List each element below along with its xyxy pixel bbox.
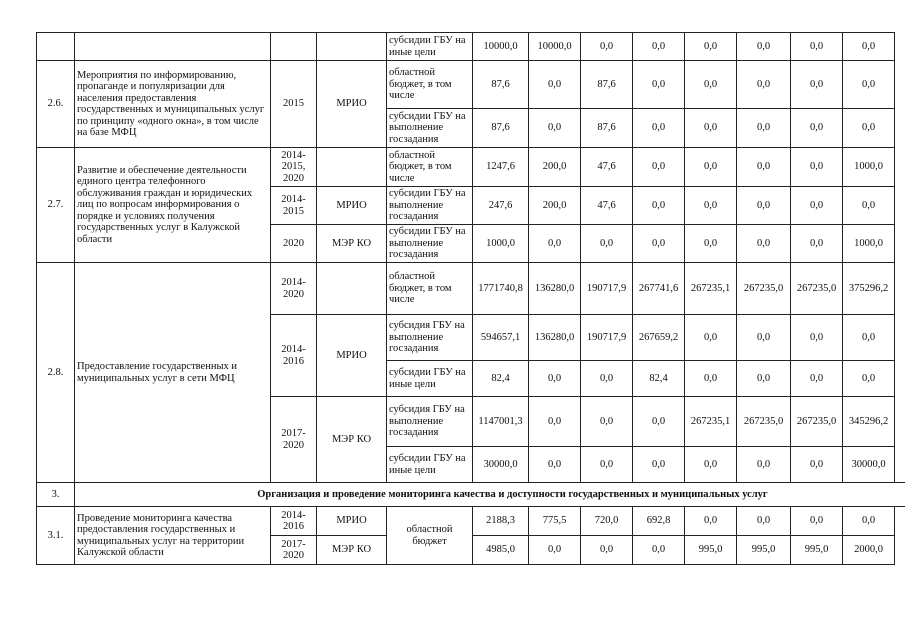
value-cell: 0,0 [633, 447, 685, 483]
table-row [37, 33, 905, 61]
executor-cell: МРИО [317, 507, 387, 536]
value-cell: 82,4 [473, 361, 529, 397]
item-number: 2.7. [37, 148, 75, 263]
value-cell: 0,0 [843, 187, 895, 225]
value-cell: 0,0 [737, 315, 791, 361]
value-cell: 0,0 [685, 61, 737, 109]
value-cell: 0,0 [633, 225, 685, 263]
value-cell: 0,0 [633, 148, 685, 187]
value-cell: 995,0 [791, 536, 843, 565]
value-cell: 0,0 [737, 361, 791, 397]
source-cell: субсидии ГБУ на иные цели [387, 447, 473, 483]
value-cell: 0,0 [581, 361, 633, 397]
executor-cell: МРИО [317, 61, 387, 148]
value-cell: 0,0 [685, 507, 737, 536]
value-cell: 995,0 [737, 536, 791, 565]
value-cell: 267235,0 [737, 397, 791, 447]
value-cell: 0,0 [581, 33, 633, 61]
value-cell: 0,0 [581, 397, 633, 447]
value-cell: 995,0 [685, 536, 737, 565]
value-cell: 1000,0 [473, 225, 529, 263]
value-cell: 1771740,8 [473, 263, 529, 315]
section-number: 3. [37, 483, 75, 507]
value-cell: 0,0 [685, 225, 737, 263]
value-cell: 267235,1 [685, 397, 737, 447]
period-cell: 2014-2020 [271, 263, 317, 315]
value-cell: 0,0 [685, 187, 737, 225]
value-cell: 200,0 [529, 187, 581, 225]
value-cell: 0,0 [633, 109, 685, 148]
period-cell: 2014-2015 [271, 187, 317, 225]
value-cell: 0,0 [581, 536, 633, 565]
executor-cell [317, 263, 387, 315]
value-cell: 0,0 [633, 536, 685, 565]
source-cell: областной бюджет, в том числе [387, 263, 473, 315]
number-cell [37, 33, 75, 61]
executor-cell [317, 148, 387, 187]
value-cell: 0,0 [737, 187, 791, 225]
value-cell: 0,0 [685, 447, 737, 483]
name-cell [75, 33, 271, 61]
value-cell: 0,0 [791, 109, 843, 148]
value-cell: 0,0 [843, 33, 895, 61]
source-cell: областной бюджет, в том числе [387, 61, 473, 109]
period-cell [271, 33, 317, 61]
item-number: 3.1. [37, 507, 75, 565]
table-row [37, 148, 905, 187]
value-cell: 720,0 [581, 507, 633, 536]
value-cell: 0,0 [529, 536, 581, 565]
value-cell: 0,0 [685, 361, 737, 397]
value-cell: 30000,0 [473, 447, 529, 483]
source-cell: областной бюджет, в том числе [387, 148, 473, 187]
value-cell: 0,0 [791, 225, 843, 263]
value-cell: 0,0 [737, 507, 791, 536]
value-cell: 0,0 [685, 148, 737, 187]
value-cell: 375296,2 [843, 263, 895, 315]
value-cell: 0,0 [737, 148, 791, 187]
value-cell: 0,0 [737, 447, 791, 483]
table-row [37, 483, 905, 507]
item-name: Мероприятия по информированию, пропаганде и популяризации для населения предоставления государственных и муниципальных услуг по принципу «одного окна», в том числе на базе МФЦ [75, 61, 271, 148]
program-table [36, 32, 905, 565]
value-cell: 0,0 [529, 361, 581, 397]
value-cell: 136280,0 [529, 315, 581, 361]
value-cell: 4985,0 [473, 536, 529, 565]
source-cell: субсидия ГБУ на выполнение госзадания [387, 397, 473, 447]
value-cell: 0,0 [581, 225, 633, 263]
value-cell: 87,6 [473, 61, 529, 109]
value-cell: 1000,0 [843, 148, 895, 187]
value-cell: 136280,0 [529, 263, 581, 315]
value-cell: 0,0 [843, 61, 895, 109]
source-cell: субсидия ГБУ на выполнение госзадания [387, 315, 473, 361]
value-cell: 0,0 [737, 61, 791, 109]
value-cell: 0,0 [791, 187, 843, 225]
value-cell: 0,0 [529, 61, 581, 109]
value-cell: 267741,6 [633, 263, 685, 315]
value-cell: 1000,0 [843, 225, 895, 263]
period-cell: 2015 [271, 61, 317, 148]
executor-cell [317, 33, 387, 61]
value-cell: 1147001,3 [473, 397, 529, 447]
value-cell: 0,0 [737, 109, 791, 148]
value-cell: 0,0 [791, 507, 843, 536]
period-cell: 2014-2016 [271, 315, 317, 397]
source-cell: субсидии ГБУ на выполнение госзадания [387, 187, 473, 225]
period-cell: 2014-2015, 2020 [271, 148, 317, 187]
value-cell: 2188,3 [473, 507, 529, 536]
value-cell: 775,5 [529, 507, 581, 536]
value-cell: 267235,0 [791, 263, 843, 315]
value-cell: 0,0 [843, 361, 895, 397]
value-cell: 594657,1 [473, 315, 529, 361]
period-cell: 2017-2020 [271, 536, 317, 565]
value-cell: 0,0 [843, 109, 895, 148]
value-cell: 692,8 [633, 507, 685, 536]
value-cell: 267235,1 [685, 263, 737, 315]
item-number: 2.6. [37, 61, 75, 148]
section-title: Организация и проведение мониторинга качества и доступности государственных и муниципальных услуг [75, 483, 905, 507]
value-cell: 0,0 [685, 33, 737, 61]
period-cell: 2017-2020 [271, 397, 317, 483]
value-cell: 0,0 [529, 225, 581, 263]
value-cell: 0,0 [685, 109, 737, 148]
period-cell: 2020 [271, 225, 317, 263]
executor-cell: МЭР КО [317, 397, 387, 483]
executor-cell: МРИО [317, 187, 387, 225]
value-cell: 0,0 [791, 315, 843, 361]
value-cell: 247,6 [473, 187, 529, 225]
value-cell: 30000,0 [843, 447, 895, 483]
value-cell: 345296,2 [843, 397, 895, 447]
executor-cell: МРИО [317, 315, 387, 397]
value-cell: 87,6 [473, 109, 529, 148]
source-cell: субсидии ГБУ на выполнение госзадания [387, 225, 473, 263]
value-cell: 0,0 [581, 447, 633, 483]
value-cell: 0,0 [633, 33, 685, 61]
value-cell: 267235,0 [791, 397, 843, 447]
value-cell: 0,0 [791, 447, 843, 483]
value-cell: 0,0 [791, 148, 843, 187]
value-cell: 0,0 [791, 361, 843, 397]
source-cell: субсидии ГБУ на иные цели [387, 33, 473, 61]
value-cell: 267235,0 [737, 263, 791, 315]
source-cell: областной бюджет [387, 507, 473, 565]
value-cell: 47,6 [581, 187, 633, 225]
table-row [37, 61, 905, 109]
value-cell: 190717,9 [581, 315, 633, 361]
value-cell: 87,6 [581, 109, 633, 148]
item-number: 2.8. [37, 263, 75, 483]
value-cell: 0,0 [529, 109, 581, 148]
value-cell: 0,0 [529, 397, 581, 447]
value-cell: 10000,0 [473, 33, 529, 61]
value-cell: 0,0 [843, 507, 895, 536]
table-body [37, 33, 905, 565]
value-cell: 47,6 [581, 148, 633, 187]
value-cell: 190717,9 [581, 263, 633, 315]
source-cell: субсидии ГБУ на выполнение госзадания [387, 109, 473, 148]
value-cell: 10000,0 [529, 33, 581, 61]
value-cell: 0,0 [737, 225, 791, 263]
table-row [37, 263, 905, 315]
item-name: Предоставление государственных и муниципальных услуг в сети МФЦ [75, 263, 271, 483]
period-cell: 2014-2016 [271, 507, 317, 536]
value-cell: 200,0 [529, 148, 581, 187]
value-cell: 0,0 [633, 61, 685, 109]
value-cell: 0,0 [791, 61, 843, 109]
value-cell: 0,0 [529, 447, 581, 483]
table-row [37, 507, 905, 536]
value-cell: 2000,0 [843, 536, 895, 565]
value-cell: 0,0 [633, 397, 685, 447]
item-name: Проведение мониторинга качества предоставления государственных и муниципальных услуг на территории Калужской области [75, 507, 271, 565]
item-name: Развитие и обеспечение деятельности единого центра телефонного обслуживания граждан и юридических лиц по вопросам информирования о порядке и условиях получения государственных услуг в Калужской области [75, 148, 271, 263]
executor-cell: МЭР КО [317, 225, 387, 263]
value-cell: 1247,6 [473, 148, 529, 187]
value-cell: 0,0 [685, 315, 737, 361]
value-cell: 0,0 [791, 33, 843, 61]
source-cell: субсидии ГБУ на иные цели [387, 361, 473, 397]
value-cell: 87,6 [581, 61, 633, 109]
executor-cell: МЭР КО [317, 536, 387, 565]
value-cell: 0,0 [737, 33, 791, 61]
value-cell: 0,0 [843, 315, 895, 361]
value-cell: 82,4 [633, 361, 685, 397]
value-cell: 267659,2 [633, 315, 685, 361]
value-cell: 0,0 [633, 187, 685, 225]
